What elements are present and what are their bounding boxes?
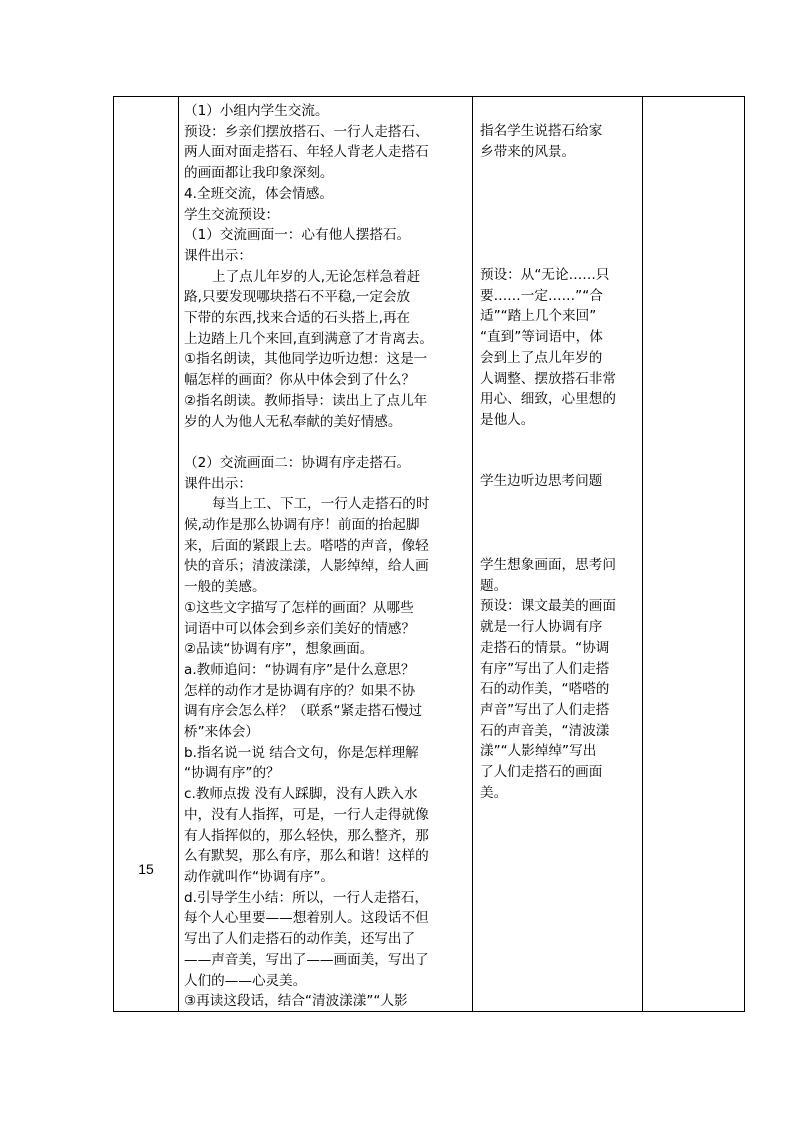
text-line: 上了点儿年岁的人,无论怎样急着赶 <box>212 268 421 285</box>
student-activity-4 <box>480 555 640 803</box>
text-line: 课件出示： <box>184 247 252 264</box>
text-line: 两人面对面走搭石、年轻人背老人走搭石 <box>184 144 429 161</box>
text-line: 候,动作是那么协调有序！前面的抬起脚 <box>184 517 420 534</box>
text-line: 题。 <box>480 577 508 594</box>
text-line: 写出了人们走搭石的动作美，还写出了 <box>184 931 416 948</box>
text-line: 学生边听边思考问题 <box>480 473 603 489</box>
text-line: 人调整、摆放搭石非常 <box>480 370 616 387</box>
text-line: 预设：从“无论……只 <box>480 267 610 283</box>
text-line: d.引导学生小结：所以，一行人走搭石， <box>184 889 429 906</box>
text-line: 适”“踏上几个来回” <box>480 308 597 325</box>
text-line: 下带的东西,找来合适的石头搭上,再在 <box>184 310 411 327</box>
text-line: 幅怎样的画面？你从中体会到了什么？ <box>184 372 416 389</box>
text-line: b.指名说一说 结合文句，你是怎样理解 <box>184 744 419 761</box>
text-line: 学生想象画面，思考问 <box>480 557 616 573</box>
text-line: 学生交流预设： <box>184 206 280 223</box>
text-line: 美。 <box>480 784 508 801</box>
text-line: 了人们走搭石的画面 <box>480 764 603 781</box>
text-line: 漾”“人影绰绰”写出 <box>480 743 597 760</box>
text-line: 指名学生说搭石给家 <box>480 123 603 139</box>
text-line: 的画面都让我印象深刻。 <box>184 165 334 182</box>
text-line: ①这些文字描写了怎样的画面？从哪些 <box>184 599 414 616</box>
text-line: 一般的美感。 <box>184 579 266 596</box>
text-line: 4.全班交流，体会情感。 <box>184 185 333 202</box>
text-line: “协调有序”的？ <box>184 765 280 782</box>
text-line: 是他人。 <box>480 411 535 428</box>
text-line: ②指名朗读。教师指导：读出上了点儿年 <box>184 392 428 409</box>
text-line: 预设：乡亲们摆放搭石、一行人走搭石、 <box>184 123 429 140</box>
student-activity-2 <box>480 265 640 431</box>
text-line: 么有默契，那么有序，那么和谐！这样的 <box>184 848 429 865</box>
text-line: 会到上了点儿年岁的 <box>480 349 603 366</box>
text-line: c.教师点拨 没有人踩脚，没有人跌入水 <box>184 786 418 803</box>
text-line: 每个人心里要——想着别人。这段话不但 <box>184 910 429 927</box>
text-line: 就是一行人协调有序 <box>480 619 603 636</box>
text-line: 路,只要发现哪块搭石不平稳,一定会放 <box>184 289 411 306</box>
text-line: ②品读“协调有序”，想象画面。 <box>184 641 374 658</box>
blank-line <box>184 432 476 453</box>
text-line: 每当上工、下工，一行人走搭石的时 <box>212 496 430 513</box>
text-line: 用心、细致，心里想的 <box>480 391 616 408</box>
text-line: （1）交流画面一：心有他人摆搭石。 <box>184 227 411 244</box>
text-line: 有人指挥似的，那么轻快，那么整齐，那 <box>184 827 429 844</box>
text-line: 动作就叫作“协调有序”。 <box>184 869 335 885</box>
text-line: ——声音美，写出了——画面美，写出了 <box>184 951 429 968</box>
text-line: 乡带来的风景。 <box>480 143 576 160</box>
text-line: 上边踏上几个来回,直到满意了才肯离去。 <box>184 330 434 347</box>
text-line: 中，没有人指挥，可是，一行人走得就像 <box>184 806 429 823</box>
column-divider <box>642 97 643 1011</box>
text-line: ③再读这段话，结合“清波漾漾”“人影 <box>184 993 408 1010</box>
text-line: 怎样的动作才是协调有序的？如果不协 <box>184 682 416 699</box>
text-line: 调有序会怎么样？（联系“紧走搭石慢过 <box>184 703 423 720</box>
student-activity-3 <box>480 471 640 492</box>
text-line: （1）小组内学生交流。 <box>184 103 329 119</box>
text-line: 走搭石的情景。“协调 <box>480 639 610 656</box>
lesson-plan-table <box>113 96 745 1012</box>
text-line: （2）交流画面二：协调有序走搭石。 <box>184 454 411 471</box>
text-line: ①指名朗读，其他同学边听边想：这是一 <box>184 351 428 368</box>
text-line: 预设：课文最美的画面 <box>480 598 616 615</box>
student-activity-1 <box>480 121 640 162</box>
text-line: 快的音乐；清波漾漾，人影绰绰，给人画 <box>184 558 429 575</box>
text-line: 石的声音美，“清波漾 <box>480 722 610 739</box>
text-line: 课件出示： <box>184 475 252 492</box>
column-divider <box>178 97 179 1011</box>
text-line: 有序”写出了人们走搭 <box>480 660 610 677</box>
text-line: 声音”写出了人们走搭 <box>480 701 610 718</box>
text-line: 要……一定……”“合 <box>480 287 603 304</box>
text-line: 人们的——心灵美。 <box>184 972 307 989</box>
teaching-process-column <box>184 101 476 1012</box>
text-line: 石的动作美，“嗒嗒的 <box>480 681 610 698</box>
text-line: 桥”来体会） <box>184 724 260 741</box>
text-line: 岁的人为他人无私奉献的美好情感。 <box>184 413 402 430</box>
row-number: 15 <box>138 861 154 877</box>
text-line: 来，后面的紧跟上去。嗒嗒的声音，像轻 <box>184 537 429 554</box>
text-line: “直到”等词语中，体 <box>480 329 603 346</box>
text-line: 词语中可以体会到乡亲们美好的情感？ <box>184 620 416 637</box>
text-line: a.教师追问：“协调有序”是什么意思？ <box>184 661 415 678</box>
